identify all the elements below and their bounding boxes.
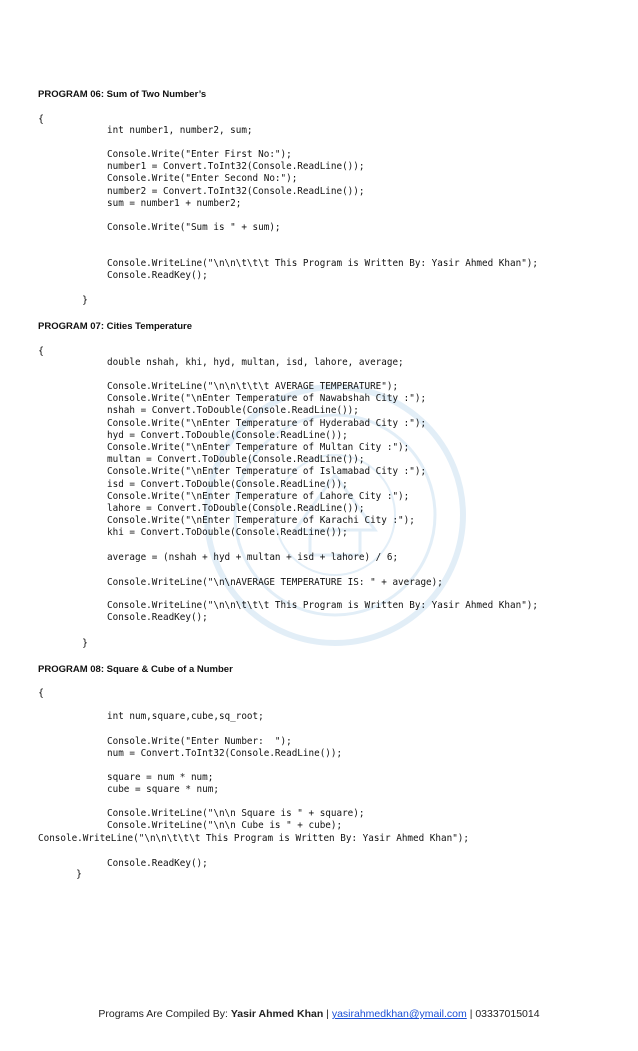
program-07-close-brace: } <box>82 638 89 649</box>
program-08-code-outdented-line: Console.WriteLine("\n\n\t\t\t This Program is Written By: Yasir Ahmed Khan"); <box>38 833 469 844</box>
program-07-code-footer: Console.WriteLine("\n\n\t\t\t This Program is Written By: Yasir Ahmed Khan"); Console.ReadKey(); <box>107 600 538 624</box>
program-08-open-brace: { <box>38 688 45 699</box>
program-08-code-input: Console.Write("Enter Number: "); num = Convert.ToInt32(Console.ReadLine()); <box>107 736 343 760</box>
footer-phone: 03337015014 <box>475 1008 540 1020</box>
footer-separator: | <box>466 1008 476 1020</box>
program-06-code-input: Console.Write("Enter First No:"); number1 = Convert.ToInt32(Console.ReadLine()); Console.Write("Enter Second No:"); number2 = Convert.ToInt32(Console.ReadLine()); sum = number1 + number2; <box>107 149 365 209</box>
program-06-code-output: Console.Write("Sum is " + sum); <box>107 222 281 233</box>
program-07-heading: PROGRAM 07: Cities Temperature <box>38 321 192 332</box>
program-08-code-compute: square = num * num; cube = square * num; <box>107 772 219 796</box>
footer-prefix: Programs Are Compiled By: <box>98 1008 231 1020</box>
program-06-heading: PROGRAM 06: Sum of Two Number’s <box>38 89 207 100</box>
program-07-code-output: Console.WriteLine("\n\nAVERAGE TEMPERATURE IS: " + average); <box>107 577 443 588</box>
program-07-code-input: Console.WriteLine("\n\n\t\t\t AVERAGE TEMPERATURE"); Console.Write("\nEnter Temperature of Nawabshah City :"); nshah = Convert.ToDouble(Console.ReadLine()); Console.Write("\nEnter Temperature of Hyderabad City :"); hyd = Convert.ToDouble(Console.ReadLine()); Console.Write("\nEnter Temperature of Multan City :"); multan = Convert.ToDouble(Console.ReadLine()); Console.Write("\nEnter Temperature of Islamabad City :"); isd = Convert.ToDouble(Console.ReadLine()); Console.Write("\nEnter Temperature of Lahore City :"); lahore = Convert.ToDouble(Console.ReadLine()); Console.Write("\nEnter Temperature of Karachi City :"); khi = Convert.ToDouble(Console.ReadLine()); <box>107 381 427 539</box>
program-07-code-average: average = (nshah + hyd + multan + isd + lahore) / 6; <box>107 552 399 563</box>
program-07-open-brace: { <box>38 346 45 357</box>
program-07-code-declare: double nshah, khi, hyd, multan, isd, lahore, average; <box>107 357 404 368</box>
program-08-code-readkey: Console.ReadKey(); <box>107 858 208 869</box>
program-06-code-footer: Console.WriteLine("\n\n\t\t\t This Program is Written By: Yasir Ahmed Khan"); Console.ReadKey(); <box>107 258 538 282</box>
page-footer <box>0 1008 638 1020</box>
program-08-code-output: Console.WriteLine("\n\n Square is " + square); Console.WriteLine("\n\n Cube is " + cube); <box>107 808 365 832</box>
footer-email-link[interactable]: yasirahmedkhan@ymail.com <box>331 1008 467 1020</box>
footer-separator: | <box>323 1008 332 1020</box>
footer-author: Yasir Ahmed Khan <box>230 1008 324 1020</box>
program-08-code-declare: int num,square,cube,sq_root; <box>107 711 264 722</box>
program-06-code-declare: int number1, number2, sum; <box>107 125 253 136</box>
program-06-open-brace: { <box>38 114 45 125</box>
program-08-heading: PROGRAM 08: Square & Cube of a Number <box>38 664 233 675</box>
program-08-close-brace: } <box>76 869 83 880</box>
program-06-close-brace: } <box>82 295 89 306</box>
